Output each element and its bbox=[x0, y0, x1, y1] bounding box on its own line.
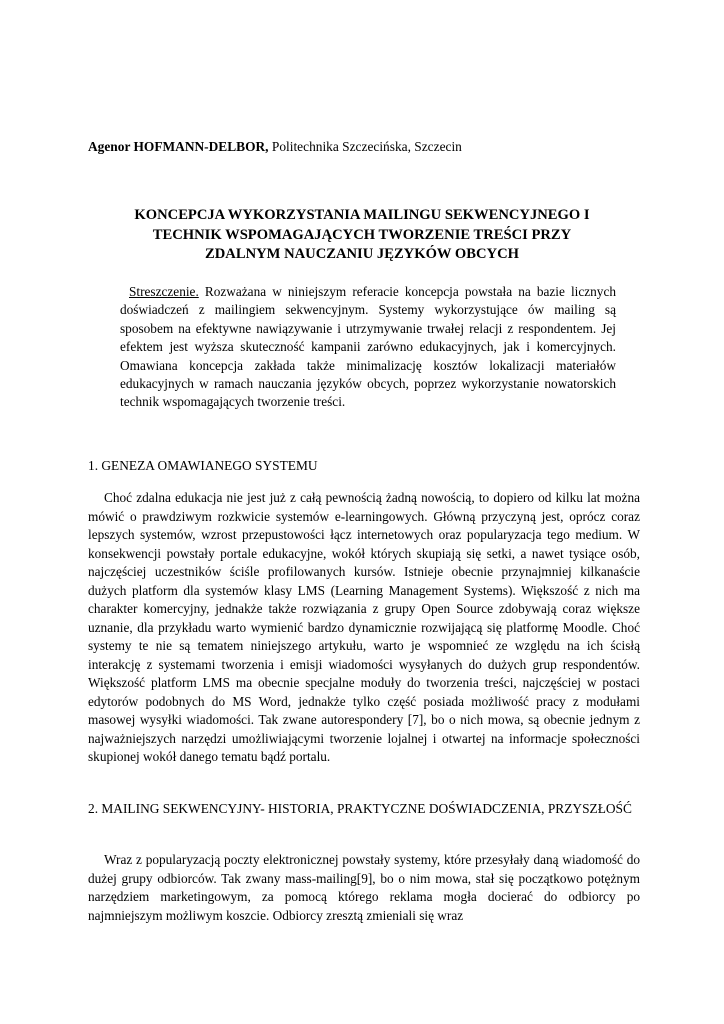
author-line bbox=[88, 138, 648, 156]
title-line-3: ZDALNYM NAUCZANIU JĘZYKÓW OBCYCH bbox=[205, 246, 519, 262]
section-1-paragraph: Choć zdalna edukacja nie jest już z całą pewnością żadną nowością, to dopiero od kilku lat można mówić o prawdziwym rozkwicie systemów e-learningowych. Główną przyczyną jest, oprócz coraz lepszych systemów, wzrost przepustowości łącz internetowych oraz popularyzacja tego medium. W konsekwencji powstały portale edukacyjne, wokół których skupiają się setki, a nawet tysiące osób, najczęściej uczestników ściśle profilowanych kursów. Istnieje obecnie przynajmniej kilkanaście dużych platform dla systemów klasy LMS (Learning Management Systems). Większość z nich ma charakter komercyjny, jednakże także rozwiązania z grupy Open Source zdobywają coraz większe uznanie, dla przykładu warto wymienić bardzo dynamicznie rozwijającą się platformę Moodle. Choć systemy te nie są tematem niniejszego artykułu, warto je wspomnieć ze względu na ich ścisłą interakcję z systemami tworzenia i emisji wiadomości wysyłanych do dużych grup respondentów. Większość platform LMS ma obecnie specjalne moduły do tworzenia treści, najczęściej w postaci edytorów podobnych do MS Word, jednakże tylko część posiada możliwość pracy z modułami masowej wysyłki wiadomości. Tak zwane autorespondery [7], bo o nich mowa, są obecnie jednym z najważniejszych narzędzi umożliwiającymi tworzenie lojalnej i otwartej na informacje społeczności skupionej wokół danego tematu bądź portalu. bbox=[88, 490, 640, 764]
section-1-heading: 1. GENEZA OMAWIANEGO SYSTEMU bbox=[88, 458, 318, 473]
paper-title bbox=[70, 206, 654, 265]
author-name: Agenor HOFMANN-DELBOR, bbox=[88, 139, 269, 154]
abstract-text: Rozważana w niniejszym referacie koncepcja powstała na bazie licznych doświadczeń z mailingiem sekwencyjnym. Systemy wykorzystujące ów mailing są sposobem na efektywne nawiązywanie i utrzymywanie trwałej relacji z respondentem. Jej efektem jest wyższa skuteczność kampanii zarówno edukacyjnych, jak i komercyjnych. Omawiana koncepcja zakłada także minimalizację kosztów lokalizacji materiałów edukacyjnych w ramach nauczania języków obcych, poprzez wykorzystanie nowatorskich technik wspomagających tworzenie treści. bbox=[120, 284, 616, 410]
section-2-paragraph: Wraz z popularyzacją poczty elektronicznej powstały systemy, które przesyłały daną wiadomość do dużej grupy odbiorców. Tak zwany mass-mailing[9], bo o nim mowa, stał się początkowo potężnym narzędziem marketingowym, za pomocą którego reklama mogła docierać do odbiorcy po najmniejszym możliwym koszcie. Odbiorcy zresztą zmieniali się wraz bbox=[88, 852, 640, 923]
title-line-1: KONCEPCJA WYKORZYSTANIA MAILINGU SEKWENCYJNEGO I bbox=[134, 207, 590, 223]
title-line-2: TECHNIK WSPOMAGAJĄCYCH TWORZENIE TREŚCI PRZY bbox=[152, 226, 572, 243]
author-affiliation: Politechnika Szczecińska, Szczecin bbox=[268, 139, 462, 154]
section-2-heading: 2. MAILING SEKWENCYJNY- HISTORIA, PRAKTYCZNE DOŚWIADCZENIA, PRZYSZŁOŚĆ bbox=[88, 801, 632, 816]
abstract-label: Streszczenie. bbox=[129, 284, 199, 299]
abstract bbox=[120, 283, 616, 412]
